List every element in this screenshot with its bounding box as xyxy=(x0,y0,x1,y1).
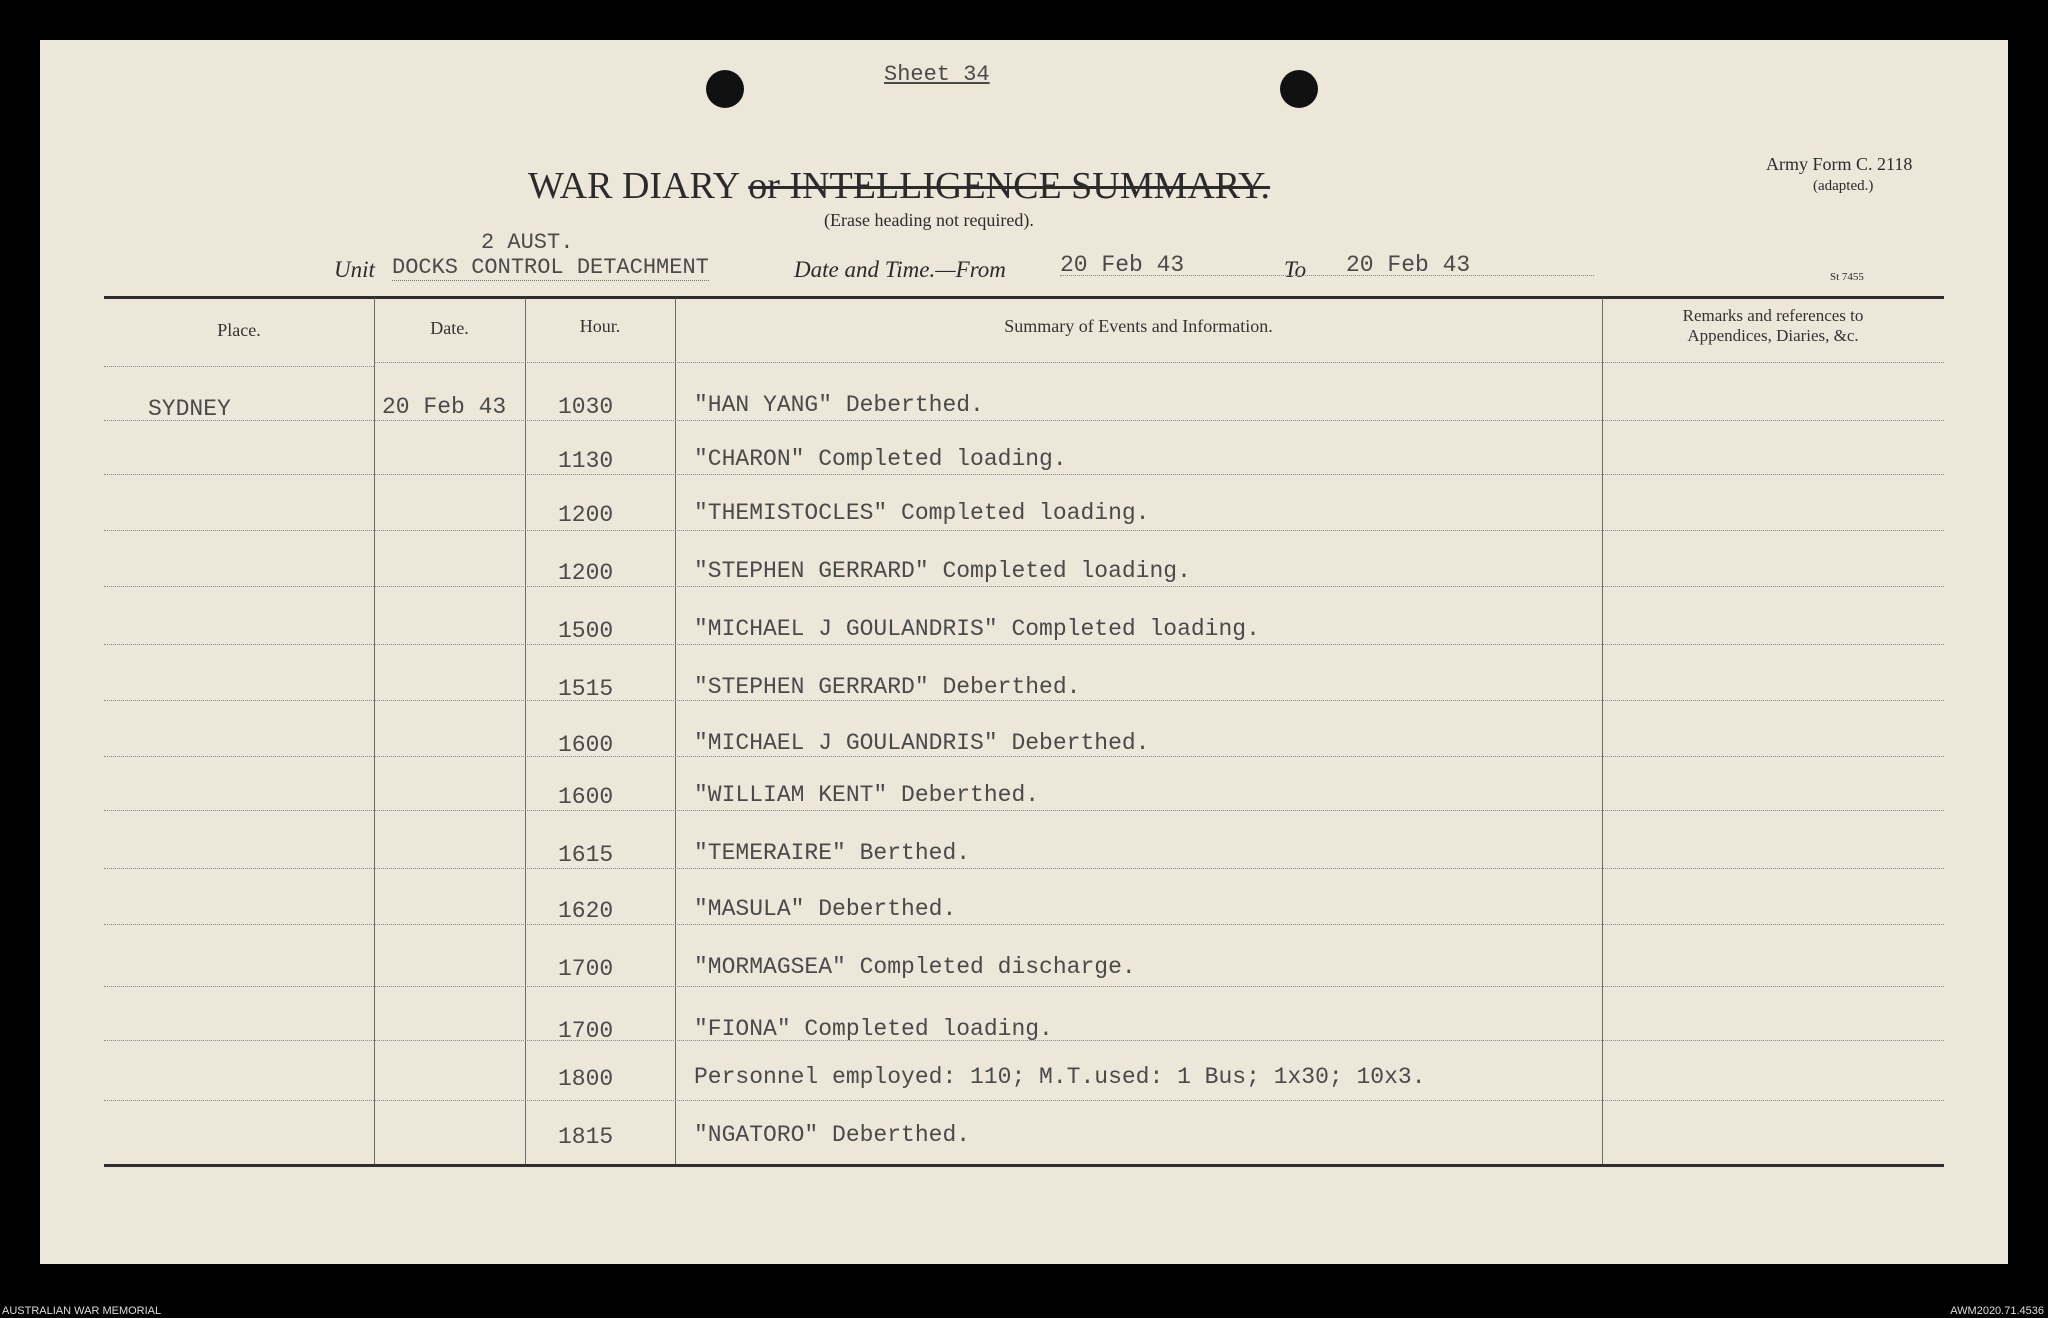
row-rule xyxy=(104,924,1944,925)
hour-cell: 1800 xyxy=(558,1066,614,1092)
punch-hole-left xyxy=(706,70,744,108)
summary-cell: "MICHAEL J GOULANDRIS" Deberthed. xyxy=(694,730,1150,756)
hour-cell: 1030 xyxy=(558,394,614,420)
title-struck: or INTELLIGENCE SUMMARY. xyxy=(748,165,1271,207)
summary-cell: Personnel employed: 110; M.T.used: 1 Bus; 1x30; 10x3. xyxy=(694,1064,1426,1090)
header-place: Place. xyxy=(217,320,261,340)
summary-cell: "HAN YANG" Deberthed. xyxy=(694,392,984,418)
header-hour: Hour. xyxy=(579,316,621,336)
summary-cell: "CHARON" Completed loading. xyxy=(694,446,1067,472)
header-remarks-1: Remarks and references to xyxy=(1682,306,1864,325)
hour-cell: 1700 xyxy=(558,1018,614,1044)
hour-cell: 1700 xyxy=(558,956,614,982)
unit-line1: 2 AUST. xyxy=(481,230,574,255)
hour-cell: 1615 xyxy=(558,842,614,868)
row-rule xyxy=(104,644,1944,645)
summary-cell: "MASULA" Deberthed. xyxy=(694,896,957,922)
date-time-label: Date and Time.—From xyxy=(794,257,1006,282)
sheet-number: Sheet 34 xyxy=(884,62,990,87)
col-divider-3 xyxy=(675,298,676,1164)
hour-cell: 1500 xyxy=(558,618,614,644)
summary-cell: "MORMAGSEA" Completed discharge. xyxy=(694,954,1136,980)
col-divider-1 xyxy=(374,298,375,1164)
hour-cell: 1620 xyxy=(558,898,614,924)
table-bottom-rule xyxy=(104,1164,1944,1167)
row-rule xyxy=(104,868,1944,869)
summary-cell: "THEMISTOCLES" Completed loading. xyxy=(694,500,1150,526)
header-remarks-2: Appendices, Diaries, &c. xyxy=(1687,326,1859,345)
army-form-note: (adapted.) xyxy=(1813,178,1874,194)
date-underline xyxy=(1060,275,1594,276)
row-rule xyxy=(104,1040,1944,1041)
diary-sheet xyxy=(40,40,2008,1264)
place-cell: SYDNEY xyxy=(148,396,231,422)
hour-cell: 1200 xyxy=(558,560,614,586)
header-summary: Summary of Events and Information. xyxy=(1004,316,1273,336)
hour-cell: 1130 xyxy=(558,448,614,474)
unit-line2: DOCKS CONTROL DETACHMENT xyxy=(392,255,709,280)
summary-cell: "STEPHEN GERRARD" Completed loading. xyxy=(694,558,1191,584)
table-top-rule xyxy=(104,296,1944,299)
col-divider-2 xyxy=(525,298,526,1164)
row-rule xyxy=(104,530,1944,531)
hour-cell: 1600 xyxy=(558,732,614,758)
row-rule xyxy=(104,986,1944,987)
to-label: To xyxy=(1284,257,1307,282)
hour-cell: 1600 xyxy=(558,784,614,810)
row-rule xyxy=(104,474,1944,475)
header-date: Date. xyxy=(430,318,469,338)
row-rule xyxy=(104,810,1944,811)
army-form: Army Form C. 2118 xyxy=(1766,154,1913,174)
punch-hole-right xyxy=(1280,70,1318,108)
summary-cell: "MICHAEL J GOULANDRIS" Completed loading. xyxy=(694,616,1260,642)
date-to: 20 Feb 43 xyxy=(1346,252,1471,278)
hour-cell: 1815 xyxy=(558,1124,614,1150)
row-rule xyxy=(104,420,1944,421)
row-rule xyxy=(104,756,1944,757)
hour-cell: 1200 xyxy=(558,502,614,528)
hour-cell: 1515 xyxy=(558,676,614,702)
header-rule-main xyxy=(374,362,1944,363)
summary-cell: "STEPHEN GERRARD" Deberthed. xyxy=(694,674,1081,700)
date-cell: 20 Feb 43 xyxy=(382,394,507,420)
row-rule xyxy=(104,700,1944,701)
date-from: 20 Feb 43 xyxy=(1060,252,1185,278)
form-code: St 7455 xyxy=(1830,271,1864,283)
row-rule xyxy=(104,1100,1944,1101)
title-main: WAR DIARY xyxy=(528,165,739,207)
title-heading xyxy=(528,164,1270,208)
row-rule xyxy=(104,586,1944,587)
summary-cell: "NGATORO" Deberthed. xyxy=(694,1122,971,1148)
summary-cell: "FIONA" Completed loading. xyxy=(694,1016,1053,1042)
erase-note: (Erase heading not required). xyxy=(824,210,1034,230)
footer-accession: AWM2020.71.4536 xyxy=(1950,1305,2044,1317)
header-rule-place xyxy=(104,366,374,367)
col-divider-4 xyxy=(1602,298,1603,1164)
unit-label: Unit xyxy=(334,257,375,282)
summary-cell: "WILLIAM KENT" Deberthed. xyxy=(694,782,1040,808)
footer-institution: AUSTRALIAN WAR MEMORIAL xyxy=(2,1305,162,1317)
summary-cell: "TEMERAIRE" Berthed. xyxy=(694,840,971,866)
